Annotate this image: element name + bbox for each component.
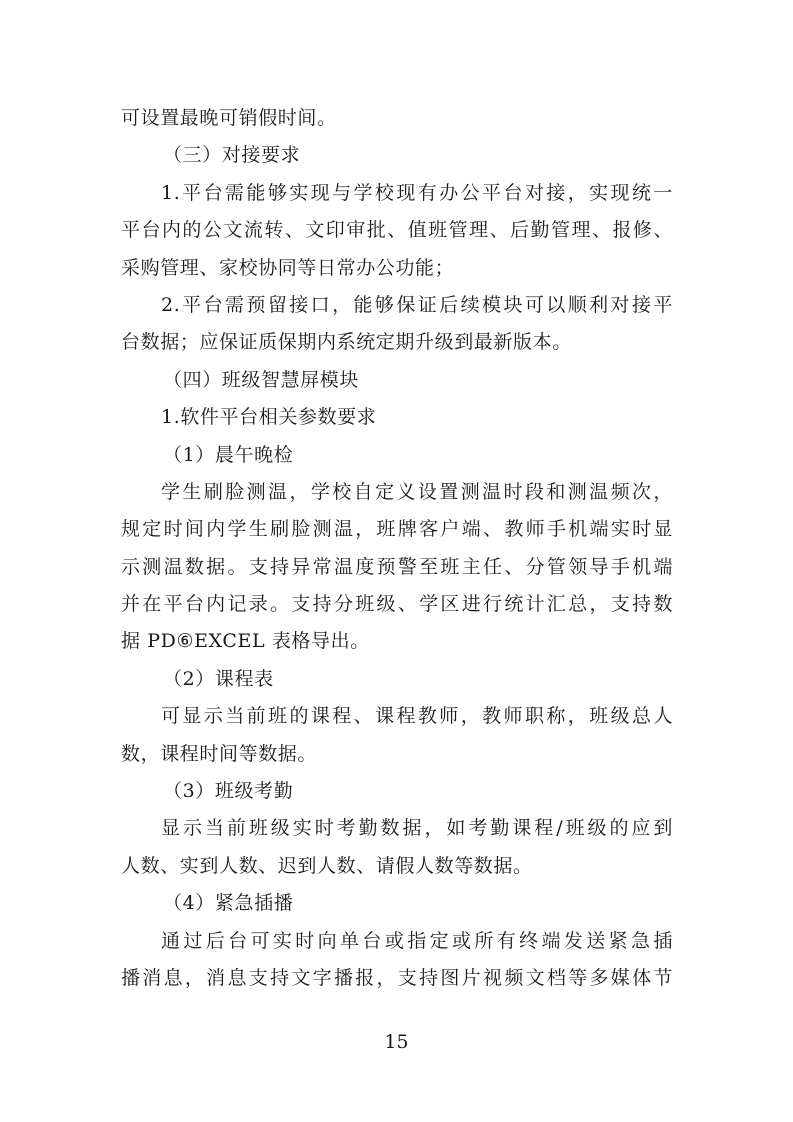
text-line-11: 学生刷脸测温，学校自定义设置测温时段和测温频次， xyxy=(161,480,673,503)
text-line-3: 1.平台需能够实现与学校现有办公平台对接，实现统一 xyxy=(161,181,673,204)
text-line-24: 播消息，消息支持文字播报，支持图片视频文档等多媒体节 xyxy=(121,966,673,989)
item-heading-2: （2）课程表 xyxy=(163,667,274,690)
text-line-4: 平台内的公文流转、文印审批、值班管理、后勤管理、报修、 xyxy=(121,219,673,242)
item-heading-3: （3）班级考勤 xyxy=(163,780,294,803)
text-line-13: 示测温数据。支持异常温度预警至班主任、分管领导手机端 xyxy=(121,555,673,578)
section-heading-3: （三）对接要求 xyxy=(163,144,301,167)
text-line-7: 台数据；应保证质保期内系统定期升级到最新版本。 xyxy=(121,331,572,354)
item-heading-4: （4）紧急插播 xyxy=(163,892,294,915)
document-body xyxy=(121,100,673,997)
text-line-12: 规定时间内学生刷脸测温，班牌客户端、教师手机端实时显 xyxy=(121,518,673,541)
text-line-21: 人数、实到人数、迟到人数、请假人数等数据。 xyxy=(121,854,533,877)
text-line-18: 数，课程时间等数据。 xyxy=(121,742,318,765)
text-line-1: 可设置最晚可销假时间。 xyxy=(121,107,337,129)
subsection-heading: 1.软件平台相关参数要求 xyxy=(161,406,377,429)
text-line-5: 采购管理、家校协同等日常办公功能； xyxy=(121,256,455,279)
text-line-23: 通过后台可实时向单台或指定或所有终端发送紧急插 xyxy=(161,929,673,952)
text-line-17: 可显示当前班的课程、课程教师，教师职称，班级总人 xyxy=(161,705,673,728)
item-heading-1: （1）晨午晚检 xyxy=(163,443,294,466)
text-line-15: 据 PD⑥EXCEL 表格导出。 xyxy=(121,630,370,653)
text-line-14: 并在平台内记录。支持分班级、学区进行统计汇总，支持数 xyxy=(121,593,673,616)
section-heading-4: （四）班级智慧屏模块 xyxy=(163,368,360,391)
text-line-6: 2.平台需预留接口，能够保证后续模块可以顺利对接平 xyxy=(161,293,673,316)
page-number: 15 xyxy=(384,1031,409,1053)
text-line-20: 显示当前班级实时考勤数据，如考勤课程/班级的应到 xyxy=(161,817,673,840)
